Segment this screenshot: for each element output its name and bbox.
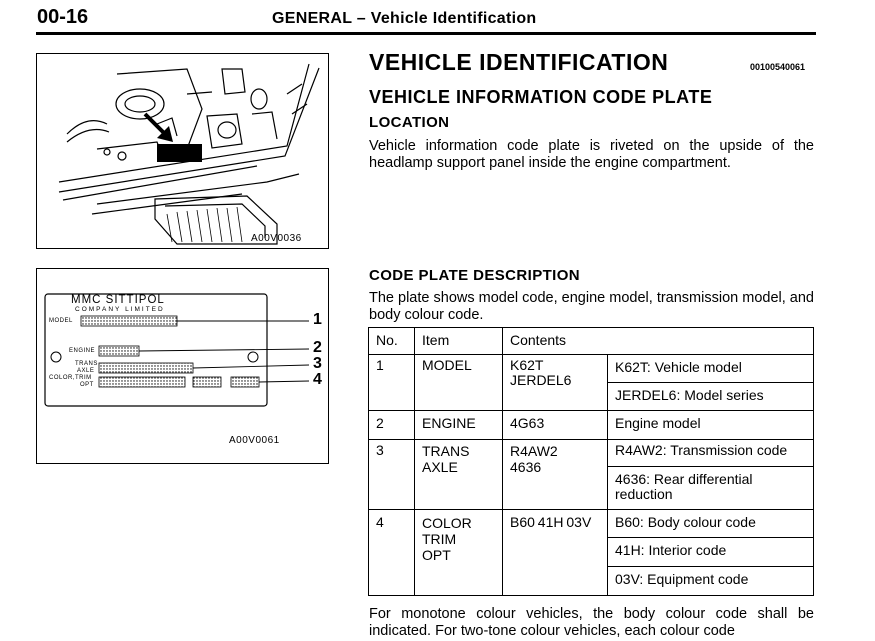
callout-3: 3 xyxy=(313,355,323,372)
document-code: 00100540061 xyxy=(750,62,806,72)
location-figure xyxy=(36,53,329,249)
row-description: JERDEL6: Model series xyxy=(608,383,814,411)
plate-figure-code: A00V0061 xyxy=(229,435,280,446)
row-no: 3 xyxy=(369,440,415,510)
table-row xyxy=(369,440,814,467)
plate-label-model: MODEL xyxy=(49,318,73,324)
engine-compartment-drawing xyxy=(37,54,330,250)
header-subsection: Vehicle Identification xyxy=(370,10,537,27)
header-contents: Contents xyxy=(503,328,814,355)
table-row xyxy=(369,355,814,383)
location-figure-code: A00V0036 xyxy=(251,233,302,244)
description-heading: CODE PLATE DESCRIPTION xyxy=(369,267,581,284)
row-description: 41H: Interior code xyxy=(608,538,814,567)
location-paragraph: Vehicle information code plate is riveted on the upside of the headlamp support panel inside the engine compartment. xyxy=(369,138,814,171)
row-no: 4 xyxy=(369,510,415,596)
page-number: 00-16 xyxy=(37,6,89,28)
row-description: R4AW2: Transmission code xyxy=(608,440,814,467)
row-item: TRANS AXLE xyxy=(415,440,503,510)
footer-paragraph: For monotone colour vehicles, the body colour code shall be indicated. For two-tone colour vehicles, each colour code xyxy=(369,606,814,639)
header-dash: – xyxy=(356,10,366,27)
page-title: VEHICLE IDENTIFICATION xyxy=(369,49,669,75)
header-item: Item xyxy=(415,328,503,355)
code-plate-table xyxy=(368,327,814,596)
section-title: VEHICLE INFORMATION CODE PLATE xyxy=(369,87,713,107)
header-no: No. xyxy=(369,328,415,355)
table-row xyxy=(369,510,814,538)
row-code: 4G63 xyxy=(503,411,608,440)
row-code: R4AW2 4636 xyxy=(503,440,608,510)
plate-label-color-trim: COLOR,TRIM xyxy=(49,375,92,381)
header-section: GENERAL xyxy=(272,10,353,27)
callout-2: 2 xyxy=(313,339,323,356)
row-description: Engine model xyxy=(608,411,814,440)
plate-label-engine: ENGINE xyxy=(69,348,96,354)
row-description: 03V: Equipment code xyxy=(608,567,814,596)
table-header-row xyxy=(369,328,814,355)
header-title xyxy=(272,10,537,28)
callout-1: 1 xyxy=(313,311,323,328)
code-plate-figure xyxy=(36,268,329,464)
table-row xyxy=(369,411,814,440)
row-item: ENGINE xyxy=(415,411,503,440)
row-item: COLOR TRIM OPT xyxy=(415,510,503,596)
header-rule xyxy=(36,32,816,35)
plate-label-axle: AXLE xyxy=(77,368,95,374)
plate-subtitle: COMPANY LIMITED xyxy=(75,306,165,313)
callout-4: 4 xyxy=(313,371,323,388)
row-item: MODEL xyxy=(415,355,503,411)
row-description: K62T: Vehicle model xyxy=(608,355,814,383)
row-description: B60: Body colour code xyxy=(608,510,814,538)
plate-label-trans: TRANS xyxy=(75,361,98,367)
row-code: K62T JERDEL6 xyxy=(503,355,608,411)
row-no: 1 xyxy=(369,355,415,411)
plate-title: MMC SITTIPOL xyxy=(71,294,165,306)
row-description: 4636: Rear differential reduction xyxy=(608,467,814,510)
description-paragraph: The plate shows model code, engine model, transmission model, and body colour code. xyxy=(369,290,814,323)
row-no: 2 xyxy=(369,411,415,440)
plate-label-opt: OPT xyxy=(80,382,94,388)
row-code: B60 41H 03V xyxy=(503,510,608,596)
location-heading: LOCATION xyxy=(369,114,450,131)
